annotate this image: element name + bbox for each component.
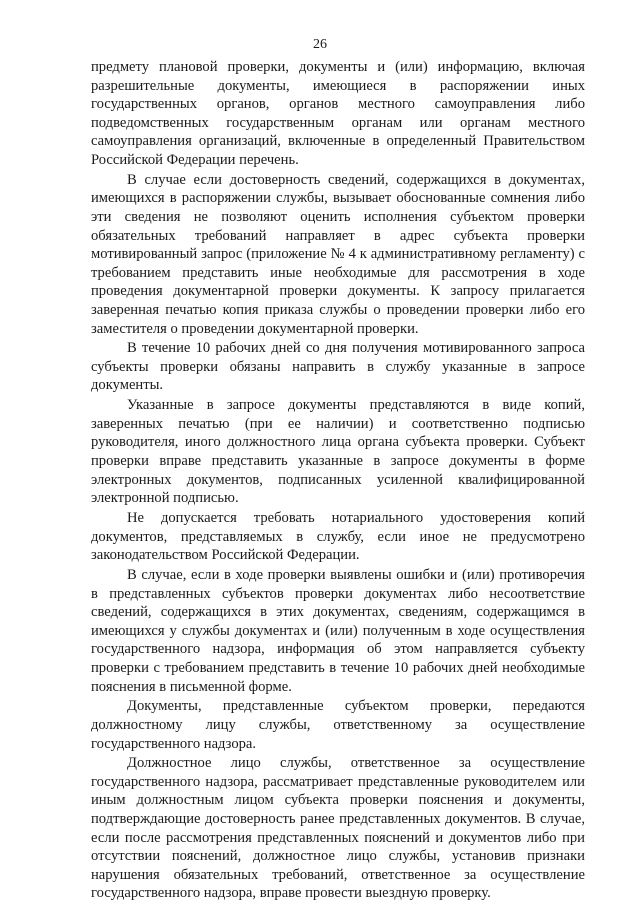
paragraph-errors-contradictions: В случае, если в ходе проверки выявлены ошибки и (или) противоречия в представленных субъектов проверки документах либо несоответствие сведений, содержащихся в этих документах, сведениям, содержащимся в имеющихся у службы документах и (или) полученным в ходе осуществления государственного надзора, информация об этом направляется субъекту проверки с требованием представить в течение 10 рабочих дней необходимые пояснения в письменной форме.: [91, 566, 585, 695]
paragraph-notarization: Не допускается требовать нотариального удостоверения копий документов, представляемых в службу, если иное не предусмотрено законодательством Российской Федерации.: [91, 510, 585, 564]
page-number: 26: [313, 37, 327, 52]
document-body: [91, 58, 585, 904]
paragraph-documents-transfer: Документы, представленные субъектом проверки, передаются должностному лицу службы, ответственному за осуществление государственного надзора.: [91, 698, 585, 752]
paragraph-continuation: предмету плановой проверки, документы и (или) информацию, включая разрешительные документы, имеющиеся в распоряжении иных государственных органов, органов местного самоуправления либо подведомственных государственным органам или органам местного самоуправления организаций, включенные в определенный Правительством Российской Федерации перечень.: [91, 59, 585, 168]
paragraph-doubtful-information: В случае если достоверность сведений, содержащихся в документах, имеющихся в распоряжении службы, вызывает обоснованные сомнения либо эти сведения не позволяют оценить исполнения субъектом проверки обязательных требований направляет в адрес субъекта проверки мотивированный запрос (приложение № 4 к административному регламенту) с требованием представить иные необходимые для рассмотрения в ходе проведения документарной проверки документы. К запросу прилагается заверенная печатью копия приказа службы о проведении проверки либо его заместителя о проведении документарной проверки.: [91, 171, 585, 337]
paragraph-official-review: Должностное лицо службы, ответственное за осуществление государственного надзора, рассматривает представленные руководителем или иным должностным лицом субъекта проверки пояснения и документы, подтверждающие достоверность ранее представленных документов. В случае, если после рассмотрения представленных пояснений и документов либо при отсутствии пояснений, должностное лицо службы, установив признаки нарушения обязательных требований, ответственное за осуществление государственного надзора, вправе провести выездную проверку.: [91, 755, 585, 902]
paragraph-document-copies: Указанные в запросе документы представляются в виде копий, заверенных печатью (при ее наличии) и соответственно подписью руководителя, иного должностного лица органа субъекта проверки. Субъект проверки вправе представить указанные в запросе документы в форме электронных документов, подписанных усиленной квалифицированной электронной подписью.: [91, 397, 585, 507]
paragraph-response-deadline: В течение 10 рабочих дней со дня получения мотивированного запроса субъекты проверки обязаны направить в службу указанные в запросе документы.: [91, 340, 585, 394]
